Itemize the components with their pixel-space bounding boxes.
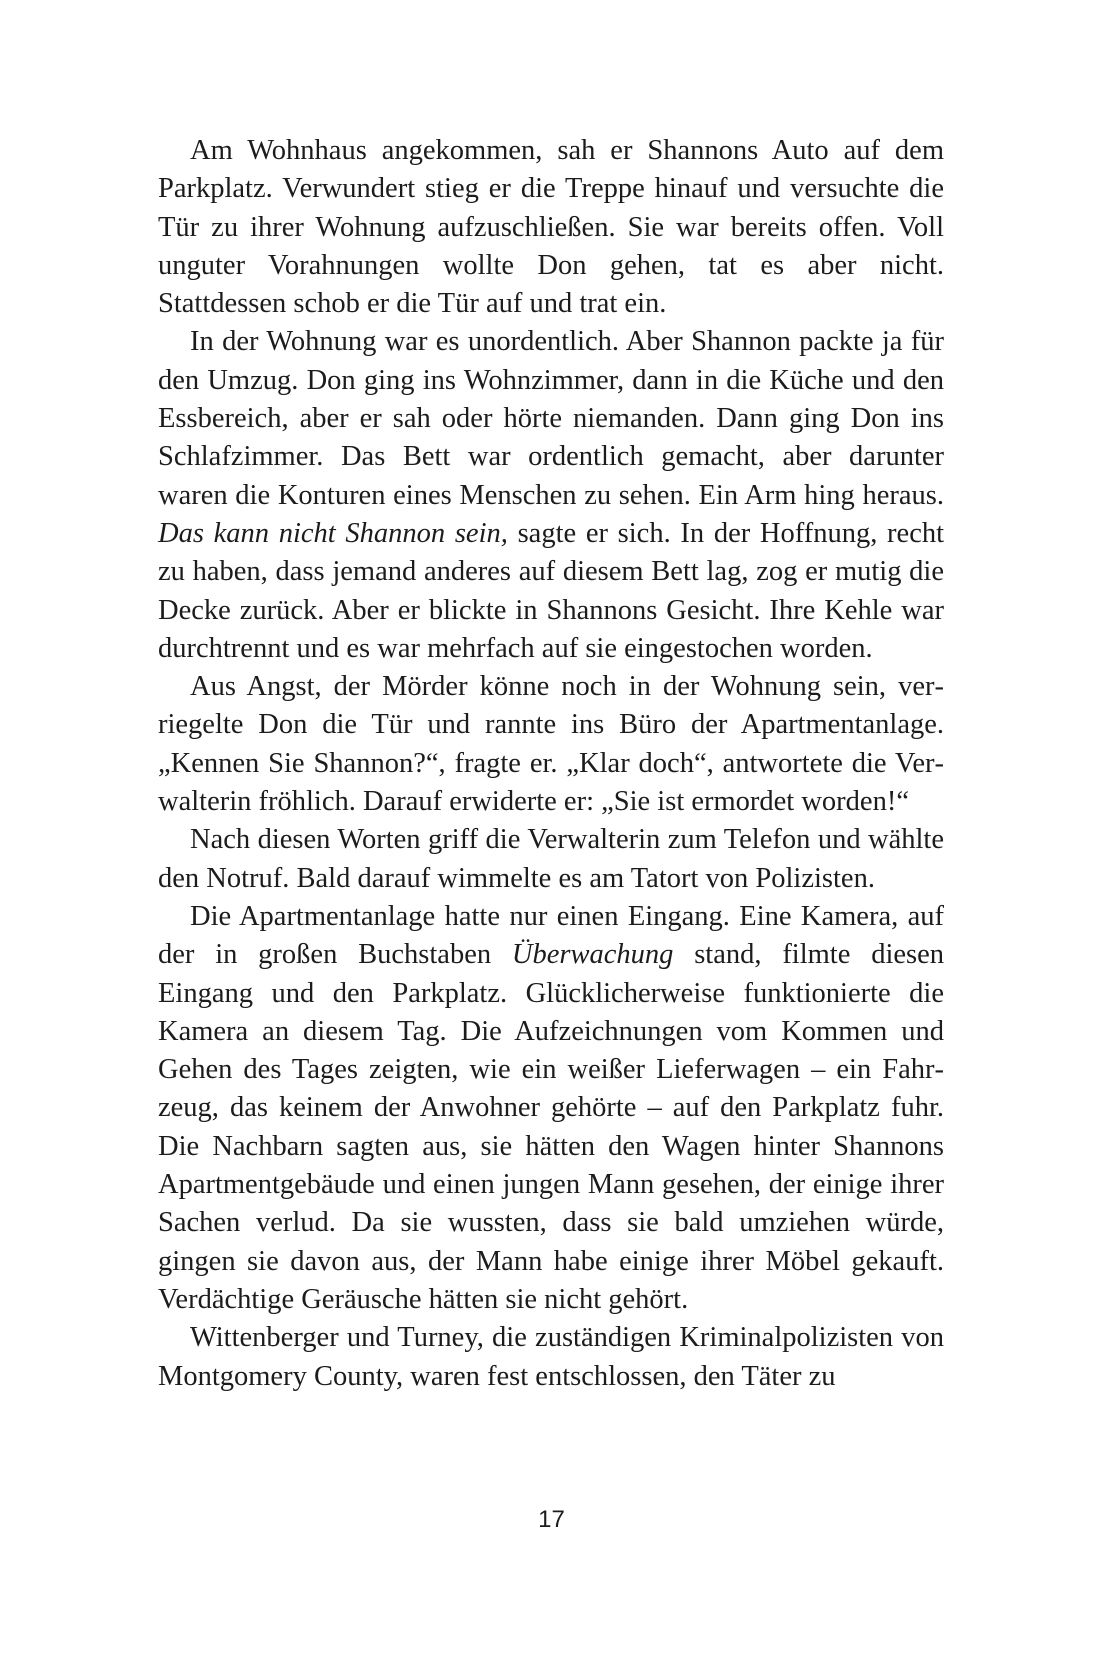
italic-camera-label: Überwachung	[511, 939, 674, 971]
paragraph-apartment	[158, 323, 944, 668]
italic-thought: Das kann nicht Shannon sein,	[158, 517, 508, 549]
paragraph-segment: Am Wohnhaus angekommen, sah er Shannons Auto auf dem Parkplatz. Verwundert stieg er die Treppe hinauf und versuchte die Tür zu ihrer Wohnung aufzuschließen. Sie war bereits offen. Voll unguter Vorahnungen wollte Don gehen, tat es aber nicht. Stattdessen schob er die Tür auf und trat ein.	[158, 135, 944, 320]
paragraph-office	[158, 668, 944, 821]
paragraph-arrival	[158, 132, 944, 323]
paragraph-segment: sagte er sich. In der Hoffnung, recht zu haben, dass jemand anderes auf diesem Bett lag, zog er mutig die Decke zurück. Aber er blickte in Shannons Gesicht. Ihre Kehle war durchtrennt und es war mehrfach auf sie eingestochen worden.	[158, 517, 945, 664]
paragraph-emergency-call	[158, 821, 944, 898]
paragraph-segment: Wittenberger und Turney, die zuständigen Kriminalpolizisten von Montgomery County, waren fest entschlossen, den Täter zu	[158, 1322, 944, 1392]
book-page-body	[158, 132, 944, 1396]
paragraph-segment: Nach diesen Worten griff die Verwalterin zum Telefon und wählte den Notruf. Bald darauf wimmelte es am Tatort von Polizisten.	[158, 824, 944, 894]
paragraph-segment: In der Wohnung war es unordentlich. Aber Shannon packte ja für den Umzug. Don ging ins Wohnzimmer, dann in die Küche und den Essbereich, aber er sah oder hörte niemanden. Dann ging Don ins Schlafzimmer. Das Bett war ordentlich gemacht, aber darunter waren die Konturen eines Menschen zu sehen. Ein Arm hing heraus.	[158, 326, 944, 511]
paragraph-camera	[158, 898, 944, 1319]
paragraph-segment: stand, filmte diesen Eingang und den Parkplatz. Glücklicherweise funktionierte die Kamera an diesem Tag. Die Aufzeichnungen vom Kommen und Gehen des Tages zeigten, wie ein weißer Lieferwagen – ein Fahrzeug, das keinem der Anwohner gehörte – auf den Parkplatz fuhr. Die Nachbarn sagten aus, sie hätten den Wagen hinter Shannons Apartmentgebäude und einen jungen Mann gesehen, der einige ihrer Sachen verlud. Da sie wussten, dass sie bald umziehen würde, gingen sie davon aus, der Mann habe einige ihrer Möbel gekauft. Verdächtige Geräusche hätten sie nicht gehört.	[158, 939, 944, 1315]
paragraph-segment: Die Apartmentanlage hatte nur einen Eingang. Eine Kamera, auf der in großen Buchstaben	[158, 900, 944, 971]
page-number: 17	[538, 1506, 565, 1533]
paragraph-segment: Aus Angst, der Mörder könne noch in der Wohnung sein, verriegelte Don die Tür und rannte ins Büro der Apartmentanlage. „Kennen Sie Shannon?“, fragte er. „Klar doch“, antwortete die Verwalterin fröhlich. Darauf erwiderte er: „Sie ist ermordet worden!“	[158, 671, 944, 818]
paragraph-detectives	[158, 1319, 944, 1396]
